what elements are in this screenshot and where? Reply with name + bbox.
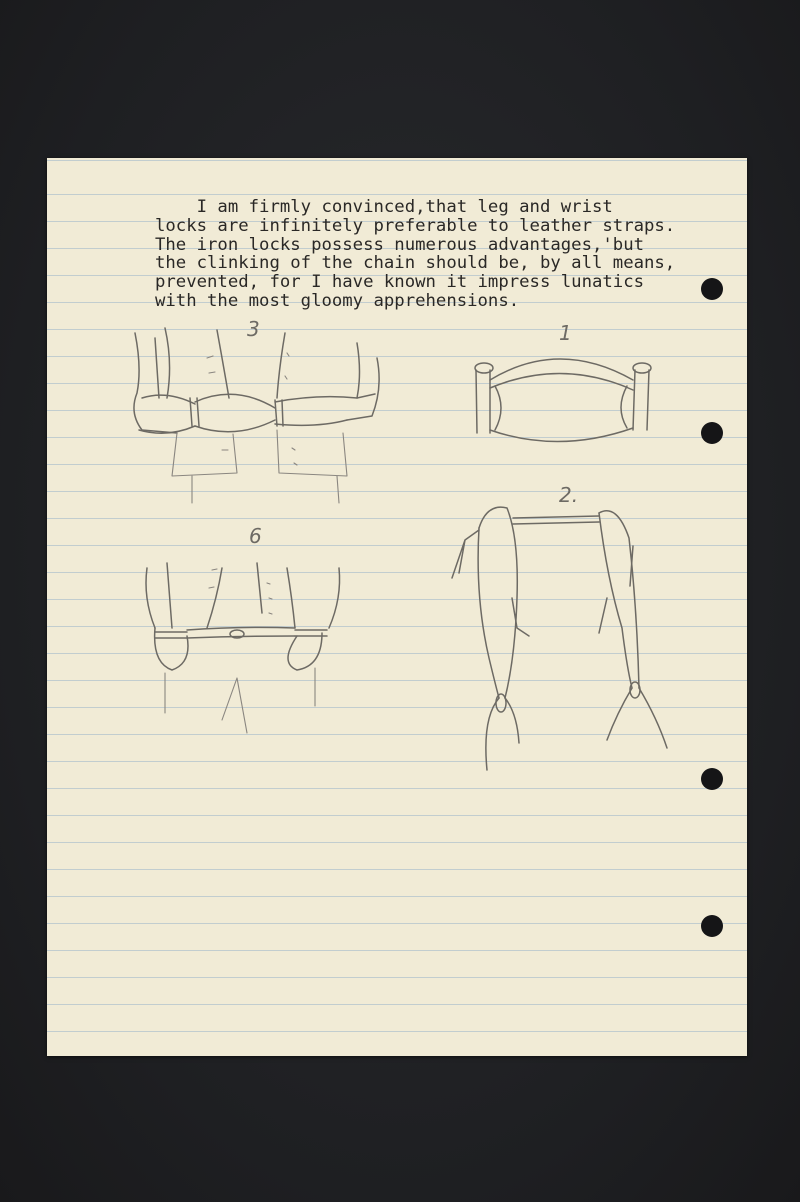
typed-line: The iron locks possess numerous advantages,'but (155, 234, 644, 255)
typed-line: prevented, for I have known it impress lunatics (155, 272, 644, 293)
sketch-number: 2. (559, 483, 579, 507)
typed-line: with the most gloomy apprehensions. (155, 290, 520, 311)
sketch-number: 3 (247, 317, 260, 341)
sketch-number: 6 (249, 524, 262, 548)
typed-line: locks are infinitely preferable to leather straps. (155, 215, 676, 236)
typed-line: I am firmly convinced,that leg and wrist (155, 197, 613, 217)
pencil-sketches (47, 158, 747, 1056)
typed-line: the clinking of the chain should be, by all means, (155, 253, 676, 274)
sketch-ankle-chain (452, 483, 667, 770)
sketch-number: 1 (559, 321, 572, 345)
sketch-leg-lock (475, 321, 651, 442)
sketch-wrists-front (146, 524, 340, 733)
lined-paper-sheet (47, 158, 747, 1056)
sketch-wrists-behind-back (134, 317, 379, 503)
